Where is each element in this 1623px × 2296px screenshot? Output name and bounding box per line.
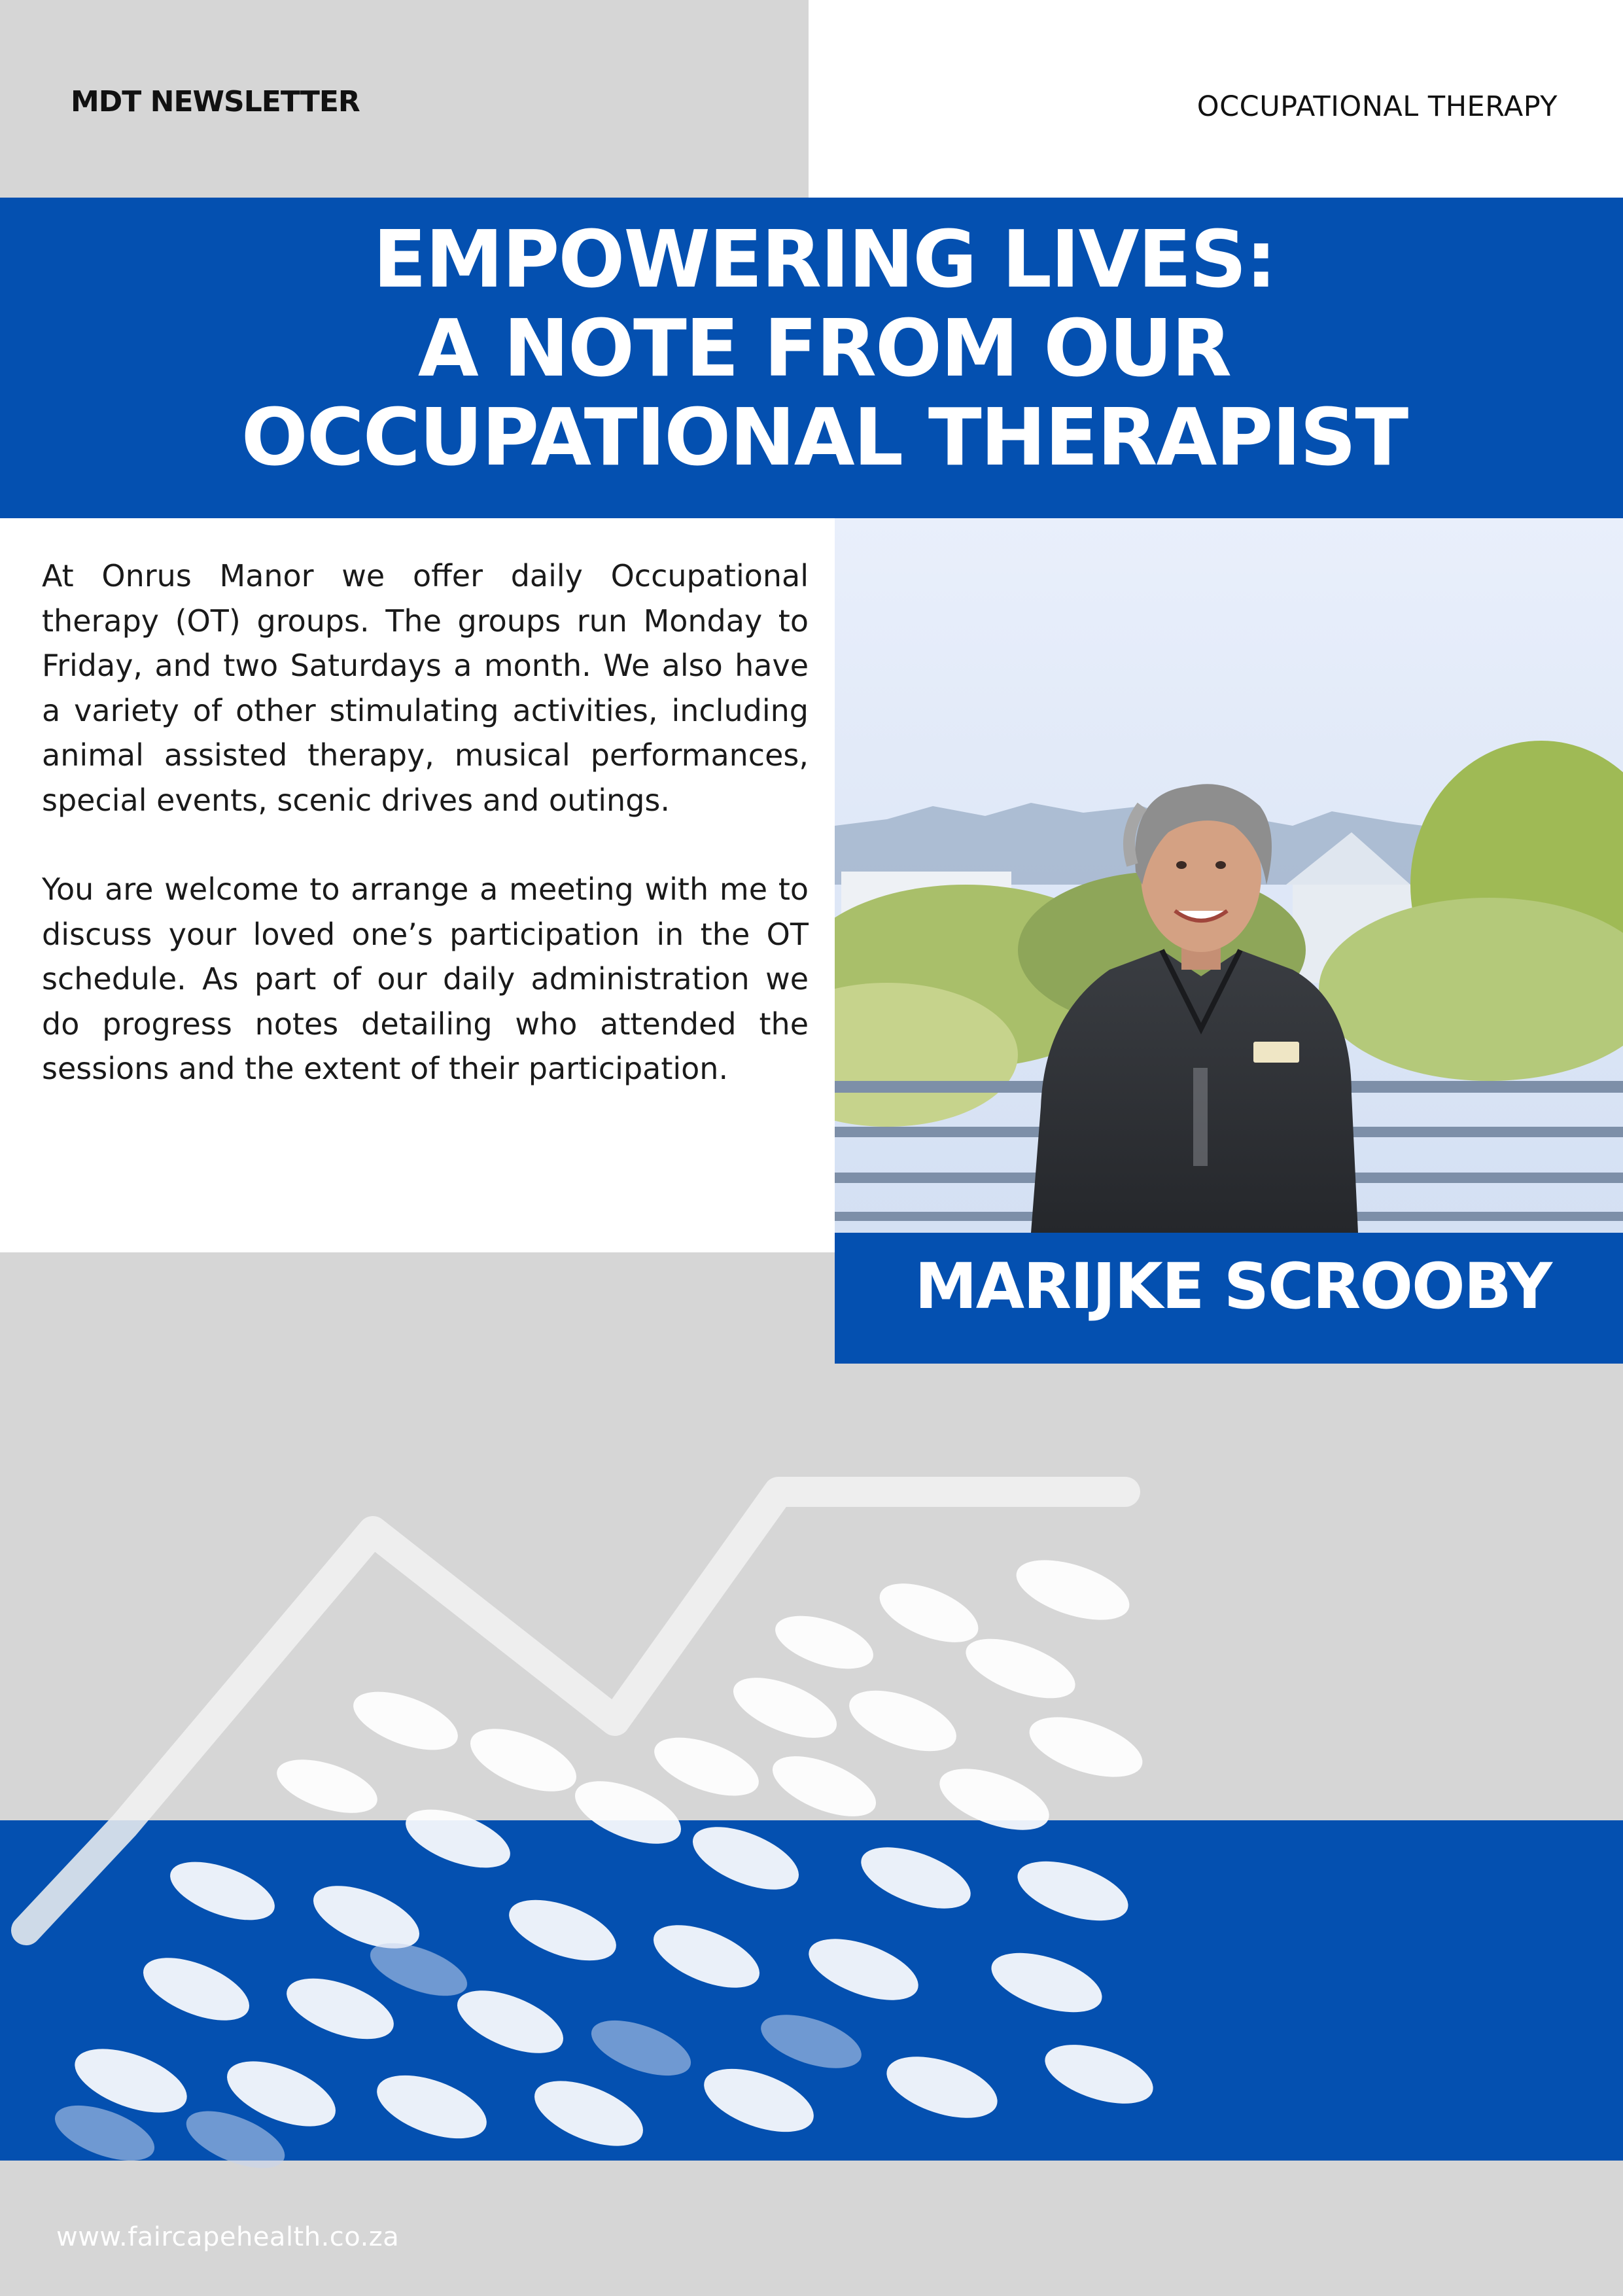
title-line: A NOTE FROM OUR [417, 304, 1231, 395]
footer-url[interactable]: www.faircapehealth.co.za [56, 2222, 400, 2252]
title-line: OCCUPATIONAL THERAPIST [241, 393, 1408, 484]
therapist-photo [835, 518, 1623, 1233]
section-label: OCCUPATIONAL THERAPY [1196, 90, 1558, 123]
newsletter-label: MDT NEWSLETTER [71, 85, 360, 118]
page-title [0, 216, 1623, 483]
title-line: EMPOWERING LIVES: [373, 215, 1276, 306]
body-paragraph: At Onrus Manor we offer daily Occupational therapy (OT) groups. The groups run Monday to Friday, and two Saturdays a month. We also have a variety of other stimulating activities, including animal assisted therapy, musical performances, special events, scenic drives and outings. [42, 558, 809, 818]
body-paragraph: You are welcome to arrange a meeting with me to discuss your loved one’s participation in the OT schedule. As part of our daily administration we do progress notes detailing who attended the sessions and the extent of their participation. [42, 872, 809, 1086]
house-brushstroke-graphic [0, 1472, 1191, 2231]
photo-caption: MARIJKE SCROOBY [915, 1250, 1551, 1323]
body-text [42, 554, 809, 1136]
